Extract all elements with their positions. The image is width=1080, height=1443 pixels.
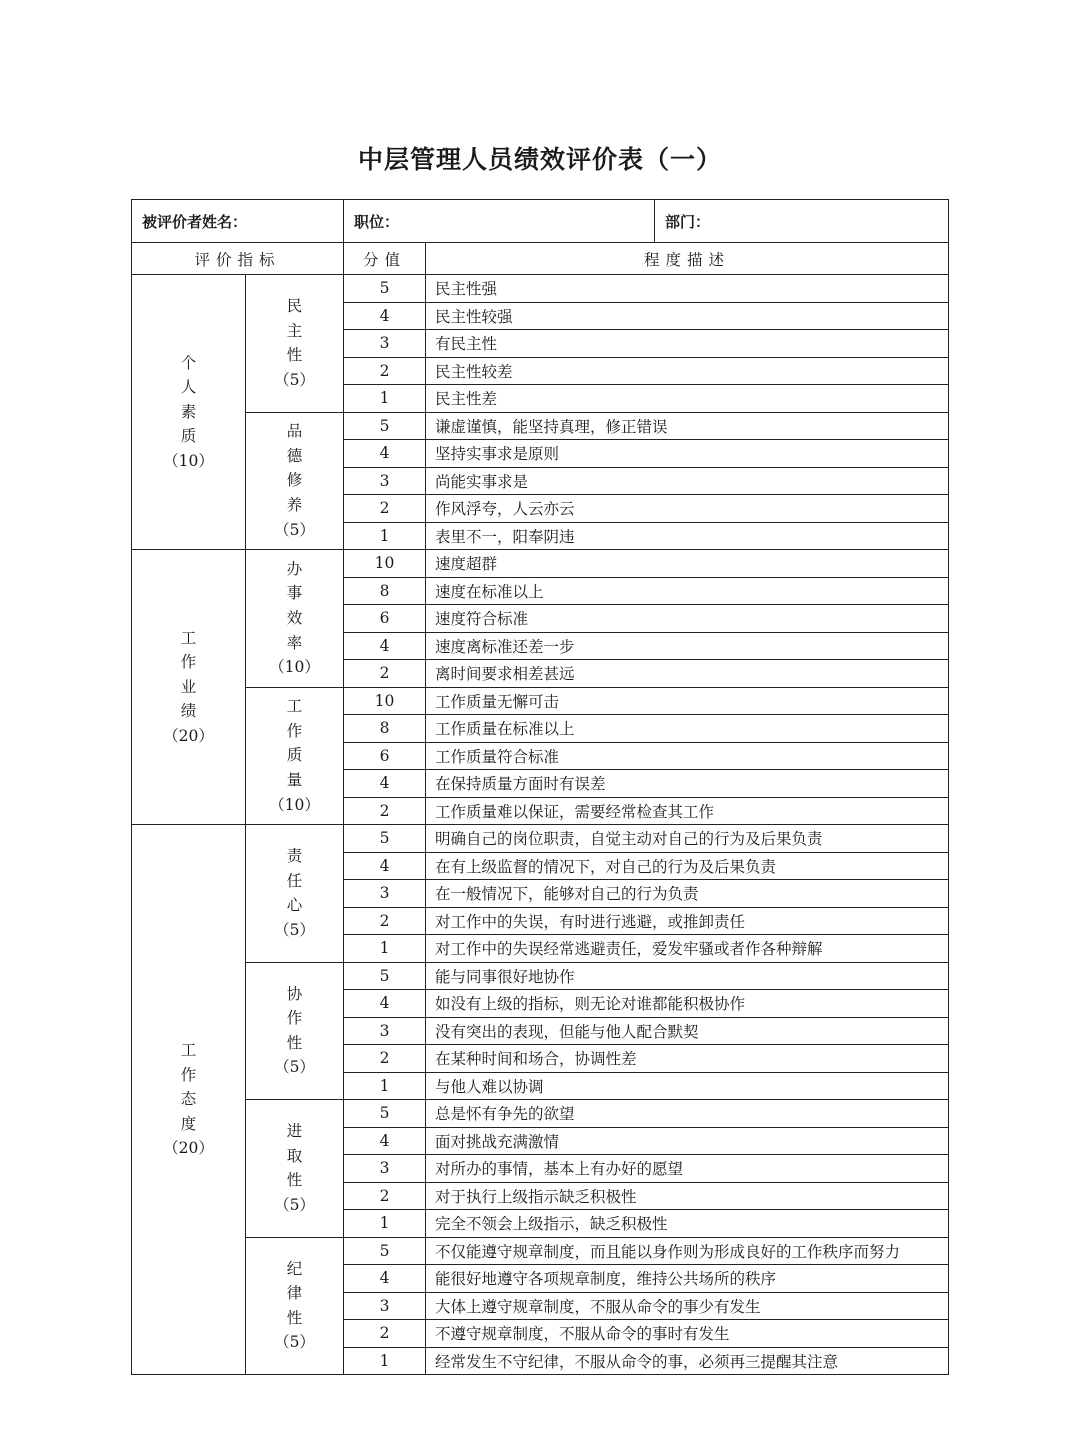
indicator-column-header: 评价指标 xyxy=(132,243,344,275)
score-cell: 2 xyxy=(344,797,426,825)
description-cell: 坚持实事求是原则 xyxy=(426,440,949,468)
score-cell: 5 xyxy=(344,962,426,990)
description-cell: 有民主性 xyxy=(426,330,949,358)
score-cell: 6 xyxy=(344,605,426,633)
label-char: 性 xyxy=(286,346,303,365)
description-cell: 速度在标准以上 xyxy=(426,577,949,605)
score-cell: 2 xyxy=(344,660,426,688)
score-cell: 3 xyxy=(344,880,426,908)
table-row xyxy=(132,1100,949,1128)
points-label: （5） xyxy=(274,920,315,939)
score-cell: 1 xyxy=(344,1072,426,1100)
department-field-label[interactable]: 部门： xyxy=(665,212,711,231)
description-cell: 能很好地遵守各项规章制度，维持公共场所的秩序 xyxy=(426,1265,949,1293)
subcategory-cell xyxy=(246,962,344,1100)
category-cell xyxy=(132,825,246,1375)
label-char: 事 xyxy=(286,584,303,603)
table-row xyxy=(132,550,949,578)
score-cell: 2 xyxy=(344,357,426,385)
description-cell: 工作质量难以保证，需要经常检查其工作 xyxy=(426,797,949,825)
points-label: （5） xyxy=(274,370,315,389)
description-cell: 工作质量在标准以上 xyxy=(426,715,949,743)
score-cell: 3 xyxy=(344,1292,426,1320)
category-cell xyxy=(132,275,246,550)
description-cell: 完全不领会上级指示，缺乏积极性 xyxy=(426,1210,949,1238)
score-cell: 5 xyxy=(344,1100,426,1128)
label-char: 任 xyxy=(286,871,303,890)
label-char: 性 xyxy=(286,1308,303,1327)
name-field-label[interactable]: 被评价者姓名： xyxy=(132,200,344,243)
description-cell: 谦虚谨慎，能坚持真理，修正错误 xyxy=(426,412,949,440)
label-char: 个 xyxy=(180,353,197,372)
score-cell: 1 xyxy=(344,1210,426,1238)
score-cell: 1 xyxy=(344,935,426,963)
evaluation-table xyxy=(131,199,949,1375)
description-cell: 在某种时间和场合，协调性差 xyxy=(426,1045,949,1073)
description-cell: 能与同事很好地协作 xyxy=(426,962,949,990)
score-cell: 3 xyxy=(344,330,426,358)
description-cell: 明确自己的岗位职责，自觉主动对自己的行为及后果负责 xyxy=(426,825,949,853)
table-row xyxy=(132,275,949,303)
description-cell: 表里不一，阳奉阴违 xyxy=(426,522,949,550)
score-cell: 2 xyxy=(344,1320,426,1348)
points-label: （10） xyxy=(163,451,214,470)
position-department-cell xyxy=(344,200,949,243)
points-label: （5） xyxy=(274,1058,315,1077)
score-cell: 4 xyxy=(344,1265,426,1293)
label-char: 性 xyxy=(286,1033,303,1052)
subcategory-cell xyxy=(246,275,344,413)
label-char: 工 xyxy=(180,628,197,647)
score-cell: 5 xyxy=(344,412,426,440)
score-cell: 5 xyxy=(344,825,426,853)
points-label: （20） xyxy=(163,726,214,745)
table-row xyxy=(132,687,949,715)
column-header-row xyxy=(132,243,949,275)
description-cell: 民主性强 xyxy=(426,275,949,303)
label-char: 办 xyxy=(286,559,303,578)
label-char: 工 xyxy=(180,1041,197,1060)
score-cell: 1 xyxy=(344,1347,426,1375)
points-label: （5） xyxy=(274,1195,315,1214)
subcategory-cell xyxy=(246,1100,344,1238)
label-char: 主 xyxy=(286,321,303,340)
label-char: 量 xyxy=(286,771,303,790)
description-cell: 速度符合标准 xyxy=(426,605,949,633)
label-char: 质 xyxy=(286,746,303,765)
label-char: 效 xyxy=(286,608,303,627)
score-cell: 1 xyxy=(344,522,426,550)
description-cell: 不遵守规章制度，不服从命令的事时有发生 xyxy=(426,1320,949,1348)
table-row xyxy=(132,1237,949,1265)
points-label: （10） xyxy=(269,795,320,814)
score-cell: 4 xyxy=(344,302,426,330)
label-char: 责 xyxy=(286,847,303,866)
table-row xyxy=(132,412,949,440)
label-char: 心 xyxy=(286,896,303,915)
label-char: 人 xyxy=(180,378,197,397)
score-cell: 2 xyxy=(344,1182,426,1210)
description-cell: 作风浮夸，人云亦云 xyxy=(426,495,949,523)
score-cell: 4 xyxy=(344,990,426,1018)
score-cell: 10 xyxy=(344,687,426,715)
score-cell: 3 xyxy=(344,1017,426,1045)
page-title: 中层管理人员绩效评价表（一） xyxy=(357,145,722,174)
score-cell: 4 xyxy=(344,852,426,880)
score-cell: 4 xyxy=(344,770,426,798)
table-row xyxy=(132,825,949,853)
description-cell: 工作质量符合标准 xyxy=(426,742,949,770)
score-cell: 4 xyxy=(344,632,426,660)
description-cell: 在一般情况下，能够对自己的行为负责 xyxy=(426,880,949,908)
score-cell: 4 xyxy=(344,440,426,468)
description-cell: 在有上级监督的情况下，对自己的行为及后果负责 xyxy=(426,852,949,880)
label-char: 协 xyxy=(286,984,303,1003)
label-char: 进 xyxy=(286,1122,303,1141)
table-row xyxy=(132,962,949,990)
score-cell: 2 xyxy=(344,1045,426,1073)
label-char: 率 xyxy=(286,633,303,652)
label-char: 工 xyxy=(286,697,303,716)
subcategory-cell xyxy=(246,412,344,550)
description-cell: 工作质量无懈可击 xyxy=(426,687,949,715)
subcategory-cell xyxy=(246,825,344,963)
subcategory-cell xyxy=(246,1237,344,1375)
description-cell: 没有突出的表现，但能与他人配合默契 xyxy=(426,1017,949,1045)
description-cell: 对所办的事情，基本上有办好的愿望 xyxy=(426,1155,949,1183)
score-cell: 8 xyxy=(344,715,426,743)
label-char: 作 xyxy=(286,1009,303,1028)
description-cell: 面对挑战充满激情 xyxy=(426,1127,949,1155)
score-cell: 5 xyxy=(344,1237,426,1265)
score-cell: 8 xyxy=(344,577,426,605)
label-char: 质 xyxy=(180,427,197,446)
label-char: 态 xyxy=(180,1090,197,1109)
description-cell: 不仅能遵守规章制度，而且能以身作则为形成良好的工作秩序而努力 xyxy=(426,1237,949,1265)
description-cell: 速度离标准还差一步 xyxy=(426,632,949,660)
description-cell: 大体上遵守规章制度，不服从命令的事少有发生 xyxy=(426,1292,949,1320)
label-char: 作 xyxy=(180,653,197,672)
description-cell: 对工作中的失误，有时进行逃避，或推卸责任 xyxy=(426,907,949,935)
label-char: 纪 xyxy=(286,1259,303,1278)
label-char: 作 xyxy=(180,1065,197,1084)
points-label: （5） xyxy=(274,1333,315,1352)
score-cell: 10 xyxy=(344,550,426,578)
score-cell: 2 xyxy=(344,495,426,523)
label-char: 律 xyxy=(286,1284,303,1303)
label-char: 取 xyxy=(286,1146,303,1165)
description-cell: 民主性差 xyxy=(426,385,949,413)
score-cell: 2 xyxy=(344,907,426,935)
label-char: 德 xyxy=(286,446,303,465)
points-label: （20） xyxy=(163,1139,214,1158)
label-char: 性 xyxy=(286,1171,303,1190)
label-char: 业 xyxy=(180,677,197,696)
score-column-header: 分值 xyxy=(344,243,426,275)
subcategory-cell xyxy=(246,550,344,688)
label-char: 绩 xyxy=(180,702,197,721)
header-row xyxy=(132,200,949,243)
label-char: 民 xyxy=(286,297,303,316)
label-char: 作 xyxy=(286,721,303,740)
position-field-label[interactable]: 职位： xyxy=(344,200,655,242)
score-cell: 4 xyxy=(344,1127,426,1155)
description-cell: 民主性较强 xyxy=(426,302,949,330)
score-cell: 1 xyxy=(344,385,426,413)
score-cell: 6 xyxy=(344,742,426,770)
points-label: （10） xyxy=(269,658,320,677)
description-cell: 总是怀有争先的欲望 xyxy=(426,1100,949,1128)
description-cell: 尚能实事求是 xyxy=(426,467,949,495)
description-cell: 如没有上级的指标，则无论对谁都能积极协作 xyxy=(426,990,949,1018)
label-char: 度 xyxy=(180,1114,197,1133)
description-cell: 对于执行上级指示缺乏积极性 xyxy=(426,1182,949,1210)
score-cell: 3 xyxy=(344,467,426,495)
label-char: 修 xyxy=(286,471,303,490)
description-cell: 在保持质量方面时有误差 xyxy=(426,770,949,798)
description-cell: 民主性较差 xyxy=(426,357,949,385)
description-cell: 速度超群 xyxy=(426,550,949,578)
label-char: 素 xyxy=(180,402,197,421)
label-char: 品 xyxy=(286,422,303,441)
description-column-header: 程度描述 xyxy=(426,243,949,275)
description-cell: 经常发生不守纪律，不服从命令的事，必须再三提醒其注意 xyxy=(426,1347,949,1375)
score-cell: 5 xyxy=(344,275,426,303)
description-cell: 离时间要求相差甚远 xyxy=(426,660,949,688)
category-cell xyxy=(132,550,246,825)
description-cell: 对工作中的失误经常逃避责任，爱发牢骚或者作各种辩解 xyxy=(426,935,949,963)
label-char: 养 xyxy=(286,496,303,515)
subcategory-cell xyxy=(246,687,344,825)
points-label: （5） xyxy=(274,520,315,539)
score-cell: 3 xyxy=(344,1155,426,1183)
description-cell: 与他人难以协调 xyxy=(426,1072,949,1100)
